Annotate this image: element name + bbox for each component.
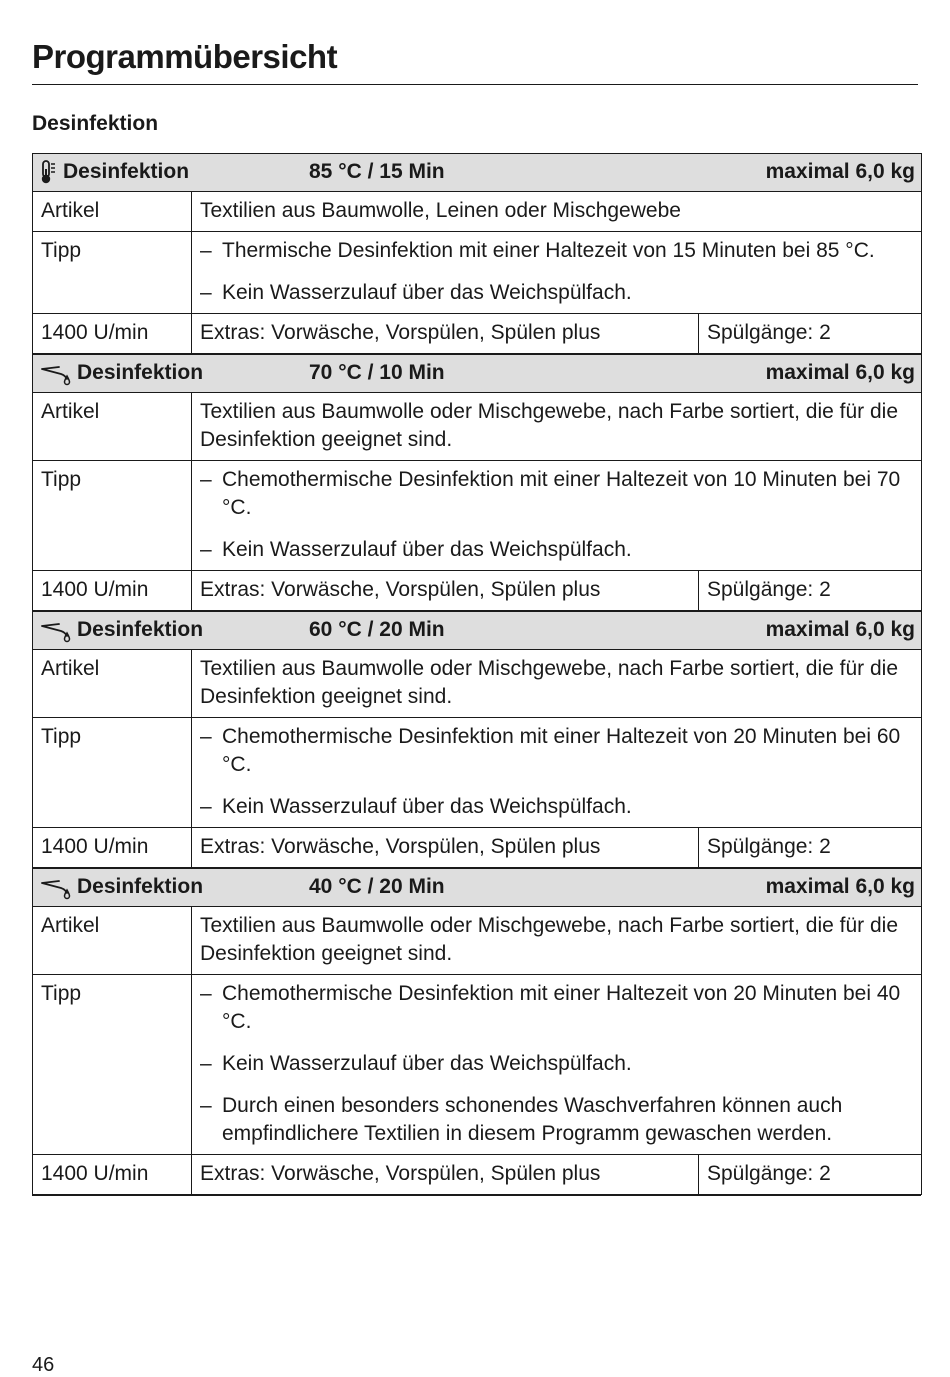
- extras-text: Extras: Vorwäsche, Vorspülen, Spülen plus: [192, 1155, 699, 1195]
- articles-text: Textilien aus Baumwolle, Leinen oder Mischgewebe: [192, 192, 922, 232]
- dash-bullet: –: [200, 1094, 212, 1117]
- page-title: Programmübersicht: [32, 38, 338, 75]
- articles-label: Artikel: [33, 907, 192, 975]
- tip-text: Chemothermische Desinfektion mit einer Haltezeit von 20 Minuten bei 60 °C.: [222, 725, 901, 776]
- program-header: [33, 612, 922, 650]
- section-heading: Desinfektion: [32, 112, 159, 135]
- rinse-count: Spülgänge: 2: [699, 828, 922, 868]
- program-header: [33, 154, 922, 192]
- dash-bullet: –: [200, 982, 212, 1005]
- chemo-dosing-icon: [39, 360, 73, 386]
- extras-text: Extras: Vorwäsche, Vorspülen, Spülen plus: [192, 314, 699, 354]
- articles-row: [33, 192, 922, 232]
- articles-label: Artikel: [33, 393, 192, 461]
- tips-row: [33, 461, 922, 571]
- tips-label: Tipp: [33, 718, 192, 828]
- tip-item: [200, 466, 913, 522]
- tip-text: Durch einen besonders schonendes Waschverfahren können auch empfindlichere Textilien in diesem Programm gewaschen werden.: [222, 1094, 843, 1145]
- spin-extras-row: [33, 314, 922, 354]
- articles-row: [33, 907, 922, 975]
- spin-speed: 1400 U/min: [33, 314, 192, 354]
- program-header: [33, 355, 922, 393]
- tip-text: Thermische Desinfektion mit einer Haltezeit von 15 Minuten bei 85 °C.: [222, 239, 875, 262]
- rinse-count: Spülgänge: 2: [699, 1155, 922, 1195]
- tip-item: [200, 1050, 913, 1078]
- program-name: Desinfektion: [77, 875, 204, 898]
- spin-extras-row: [33, 1155, 922, 1195]
- tips-label: Tipp: [33, 232, 192, 314]
- chemo-dosing-icon: [39, 617, 73, 643]
- program-name: Desinfektion: [77, 618, 204, 641]
- articles-row: [33, 393, 922, 461]
- page-number: 46: [32, 1354, 55, 1376]
- tip-item: [200, 279, 913, 307]
- spin-speed: 1400 U/min: [33, 828, 192, 868]
- tip-item: [200, 536, 913, 564]
- articles-text: Textilien aus Baumwolle oder Mischgewebe, nach Farbe sortiert, die für die Desinfektion geeignet sind.: [192, 393, 922, 461]
- program-temperature-duration: 40 °C / 20 Min: [309, 875, 445, 898]
- program-block: [32, 611, 922, 868]
- articles-row: [33, 650, 922, 718]
- tip-item: [200, 793, 913, 821]
- program-block: [32, 868, 922, 1195]
- dash-bullet: –: [200, 281, 212, 304]
- articles-text: Textilien aus Baumwolle oder Mischgewebe, nach Farbe sortiert, die für die Desinfektion geeignet sind.: [192, 907, 922, 975]
- articles-text: Textilien aus Baumwolle oder Mischgewebe, nach Farbe sortiert, die für die Desinfektion geeignet sind.: [192, 650, 922, 718]
- dash-bullet: –: [200, 538, 212, 561]
- tips-label: Tipp: [33, 975, 192, 1155]
- extras-text: Extras: Vorwäsche, Vorspülen, Spülen plus: [192, 571, 699, 611]
- dash-bullet: –: [200, 1052, 212, 1075]
- thermometer-icon: [39, 159, 59, 185]
- dash-bullet: –: [200, 795, 212, 818]
- chemo-dosing-icon: [39, 874, 73, 900]
- tip-text: Chemothermische Desinfektion mit einer Haltezeit von 20 Minuten bei 40 °C.: [222, 982, 901, 1033]
- program-name: Desinfektion: [77, 361, 204, 384]
- program-name: Desinfektion: [63, 160, 190, 183]
- articles-label: Artikel: [33, 650, 192, 718]
- tip-text: Kein Wasserzulauf über das Weichspülfach.: [222, 281, 632, 304]
- program-block: [32, 354, 922, 611]
- dash-bullet: –: [200, 468, 212, 491]
- program-max-load: maximal 6,0 kg: [765, 361, 915, 384]
- tip-text: Kein Wasserzulauf über das Weichspülfach.: [222, 1052, 632, 1075]
- program-temperature-duration: 60 °C / 20 Min: [309, 618, 445, 641]
- tips-label: Tipp: [33, 461, 192, 571]
- tips-row: [33, 975, 922, 1155]
- articles-label: Artikel: [33, 192, 192, 232]
- tip-item: [200, 237, 913, 265]
- spin-speed: 1400 U/min: [33, 571, 192, 611]
- dash-bullet: –: [200, 239, 212, 262]
- tips-row: [33, 232, 922, 314]
- dash-bullet: –: [200, 725, 212, 748]
- rinse-count: Spülgänge: 2: [699, 571, 922, 611]
- program-temperature-duration: 85 °C / 15 Min: [309, 160, 445, 183]
- program-header: [33, 869, 922, 907]
- rinse-count: Spülgänge: 2: [699, 314, 922, 354]
- tip-text: Kein Wasserzulauf über das Weichspülfach.: [222, 795, 632, 818]
- tips-row: [33, 718, 922, 828]
- spin-extras-row: [33, 828, 922, 868]
- program-block: [32, 153, 922, 354]
- program-table: [32, 153, 921, 1196]
- spin-speed: 1400 U/min: [33, 1155, 192, 1195]
- tip-text: Kein Wasserzulauf über das Weichspülfach.: [222, 538, 632, 561]
- program-max-load: maximal 6,0 kg: [765, 875, 915, 898]
- program-temperature-duration: 70 °C / 10 Min: [309, 361, 445, 384]
- program-max-load: maximal 6,0 kg: [765, 618, 915, 641]
- program-max-load: maximal 6,0 kg: [765, 160, 915, 183]
- spin-extras-row: [33, 571, 922, 611]
- tip-item: [200, 980, 913, 1036]
- tip-item: [200, 1092, 913, 1148]
- tip-text: Chemothermische Desinfektion mit einer Haltezeit von 10 Minuten bei 70 °C.: [222, 468, 901, 519]
- tip-item: [200, 723, 913, 779]
- title-divider: [32, 84, 918, 85]
- extras-text: Extras: Vorwäsche, Vorspülen, Spülen plus: [192, 828, 699, 868]
